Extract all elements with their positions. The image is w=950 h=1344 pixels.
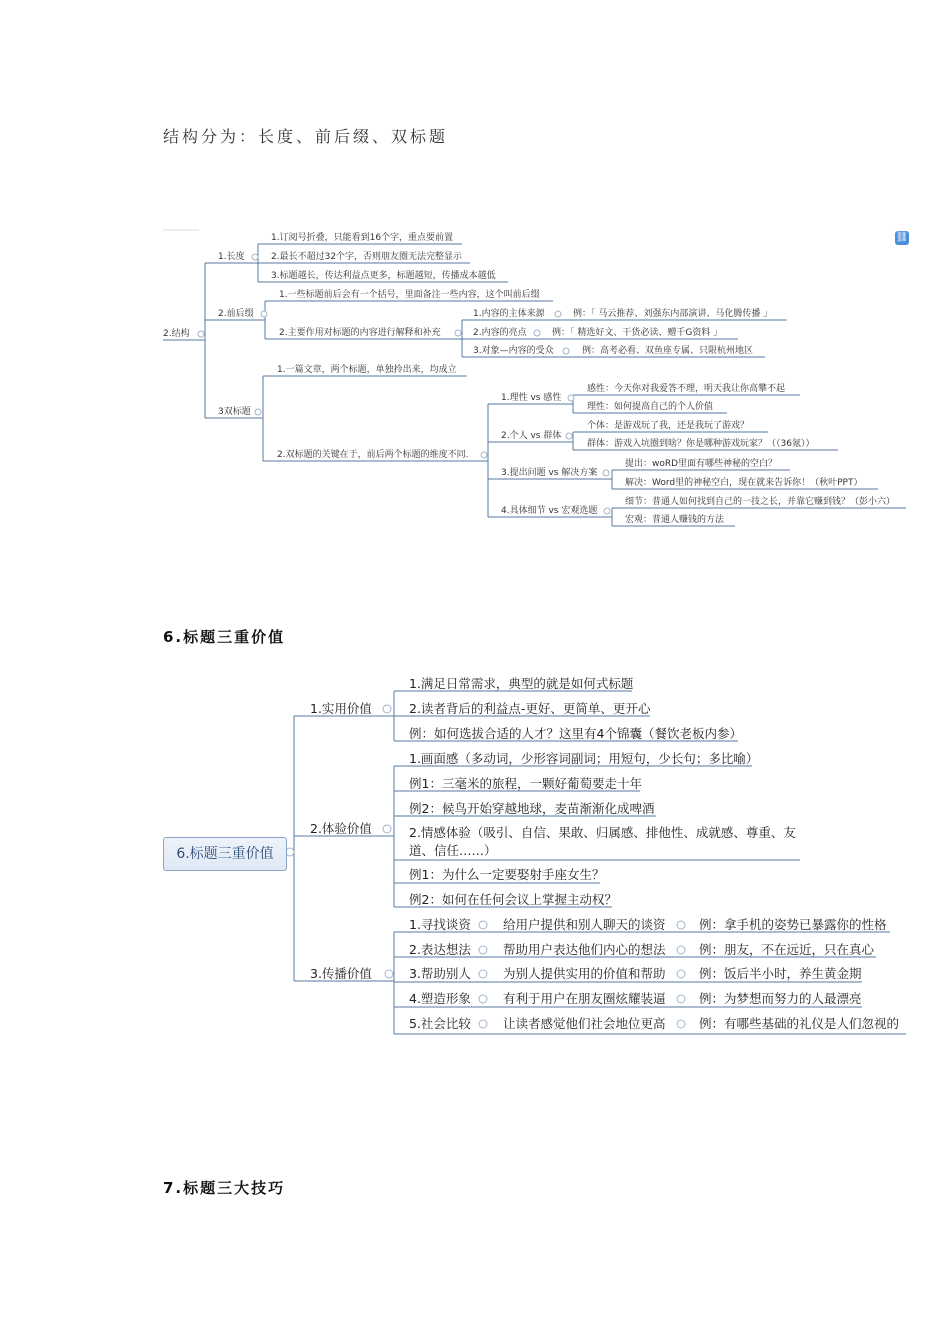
node-experience-example-1: 例1：三毫米的旅程，一颗好葡萄要走十年 <box>409 776 642 791</box>
node-practical-2: 2.读者背后的利益点-更好、更简单、更开心 <box>409 701 651 716</box>
section-heading-7: 7.标题三大技巧 <box>163 1179 286 1197</box>
node-prefix-1: 1.一些标题前后会有一个括号，里面备注一些内容，这个叫前后缀 <box>279 290 540 300</box>
node-experience-example-2: 例2：候鸟开始穿越地球，麦苗渐渐化成啤酒 <box>409 801 655 816</box>
node-prefix-2c: 3.对象—内容的受众 <box>473 346 554 356</box>
node-root-structure: 2.结构 <box>163 329 190 339</box>
node-spread-help: 3.帮助别人 <box>409 966 471 981</box>
node-length-1: 1.订阅号折叠，只能看到16个字，重点要前置 <box>271 233 454 243</box>
node-rational: 理性：如何提高自己的个人价值 <box>587 402 714 412</box>
node-group: 群体：游戏入坑圈到啥？你是哪种游戏玩家？（（36氪）） <box>587 439 815 449</box>
node-spread-compare-desc: 让读者感觉他们社会地位更高 <box>503 1016 666 1031</box>
node-prefix-suffix: 2.前后缀 <box>218 309 254 319</box>
node-double-1: 1.一篇文章，两个标题，单独拎出来，均成立 <box>277 365 457 375</box>
node-length-3: 3.标题越长，传达利益点更多，标题越短，传播成本越低 <box>271 271 496 281</box>
link-icon[interactable]: ⛓ <box>895 232 909 243</box>
node-solution: 解决：Word里的神秘空白，现在就来告诉你！（秋叶PPT） <box>625 478 863 488</box>
node-prefix-2c-example: 例：高考必看、双鱼座专属、只限杭州地区 <box>582 346 754 356</box>
node-rational-vs-emotional: 1.理性 vs 感性 <box>501 393 562 403</box>
node-spread-express-desc: 帮助用户表达他们内心的想法 <box>503 942 666 957</box>
node-spread-compare-example: 例：有哪些基础的礼仪是人们忽视的 <box>699 1016 900 1031</box>
node-spread-value: 3.传播价值 <box>310 966 372 981</box>
node-length-2: 2.最长不超过32个字，否则朋友圈无法完整显示 <box>271 252 463 262</box>
node-prefix-2: 2.主要作用对标题的内容进行解释和补充 <box>279 328 441 338</box>
node-experience-2-line1: 2.情感体验（吸引、自信、果敢、归属感、排他性、成就感、尊重、友 <box>409 825 796 840</box>
intro-text: 结构分为：长度、前后缀、双标题 <box>163 127 449 146</box>
node-spread-image-desc: 有利于用户在朋友圈炫耀装逼 <box>503 991 666 1006</box>
node-double-2: 2.双标题的关键在于，前后两个标题的维度不同. <box>277 450 469 460</box>
node-spread-compare: 5.社会比较 <box>409 1016 471 1031</box>
node-length: 1.长度 <box>218 252 245 262</box>
node-experience-1: 1.画面感（多动词，少形容词副词；用短句，少长句；多比喻） <box>409 751 759 766</box>
node-spread-help-example: 例：饭后半小时，养生黄金期 <box>699 966 862 981</box>
node-problem: 提出：woRD里面有哪些神秘的空白？ <box>625 459 778 469</box>
node-macro: 宏观：普通人赚钱的方法 <box>625 515 725 525</box>
node-spread-topic-desc: 给用户提供和别人聊天的谈资 <box>503 917 666 932</box>
node-emotional: 感性：今天你对我爱答不理，明天我让你高攀不起 <box>587 384 786 394</box>
node-prefix-2a-example: 例：「 马云推荐、刘强东内部演讲、马化腾传播 」 <box>573 309 773 319</box>
node-prefix-2b-example: 例：「 精选好文、干货必读、赠千G资料 」 <box>552 328 723 338</box>
node-individual-vs-group: 2.个人 vs 群体 <box>501 431 562 441</box>
node-experience-example-3: 例1：为什么一定要娶射手座女生？ <box>409 867 605 882</box>
node-experience-example-4: 例2：如何在任何会议上掌握主动权？ <box>409 892 617 907</box>
node-practical-value: 1.实用价值 <box>310 701 372 716</box>
node-experience-2-line2: 道、信任……） <box>409 843 497 858</box>
node-spread-express-example: 例：朋友，不在远近，只在真心 <box>699 942 875 957</box>
node-spread-image-example: 例：为梦想而努力的人最漂亮 <box>699 991 862 1006</box>
node-individual: 个体：是游戏玩了我，还是我玩了游戏？ <box>587 421 750 431</box>
node-spread-topic-example: 例：拿手机的姿势已暴露你的性格 <box>699 917 887 932</box>
node-spread-image: 4.塑造形象 <box>409 991 471 1006</box>
node-problem-vs-solution: 3.提出问题 vs 解决方案 <box>501 468 598 478</box>
node-root-title-value: 6.标题三重价值 <box>163 837 287 871</box>
node-practical-example: 例：如何选拔合适的人才？这里有4个锦囊（餐饮老板内参） <box>409 726 742 741</box>
node-practical-1: 1.满足日常需求，典型的就是如何式标题 <box>409 676 634 691</box>
node-spread-help-desc: 为别人提供实用的价值和帮助 <box>503 966 666 981</box>
node-detail-vs-macro: 4.具体细节 vs 宏观选题 <box>501 506 598 516</box>
node-spread-express: 2.表达想法 <box>409 942 471 957</box>
node-double-title: 3双标题 <box>218 407 251 417</box>
node-spread-topic: 1.寻找谈资 <box>409 917 471 932</box>
node-detail: 细节：普通人如何找到自己的一技之长，并靠它赚到钱？（彭小六） <box>625 497 896 507</box>
node-prefix-2a: 1.内容的主体来源 <box>473 309 545 319</box>
node-experience-value: 2.体验价值 <box>310 821 372 836</box>
section-heading-6: 6.标题三重价值 <box>163 628 286 646</box>
node-prefix-2b: 2.内容的亮点 <box>473 328 527 338</box>
